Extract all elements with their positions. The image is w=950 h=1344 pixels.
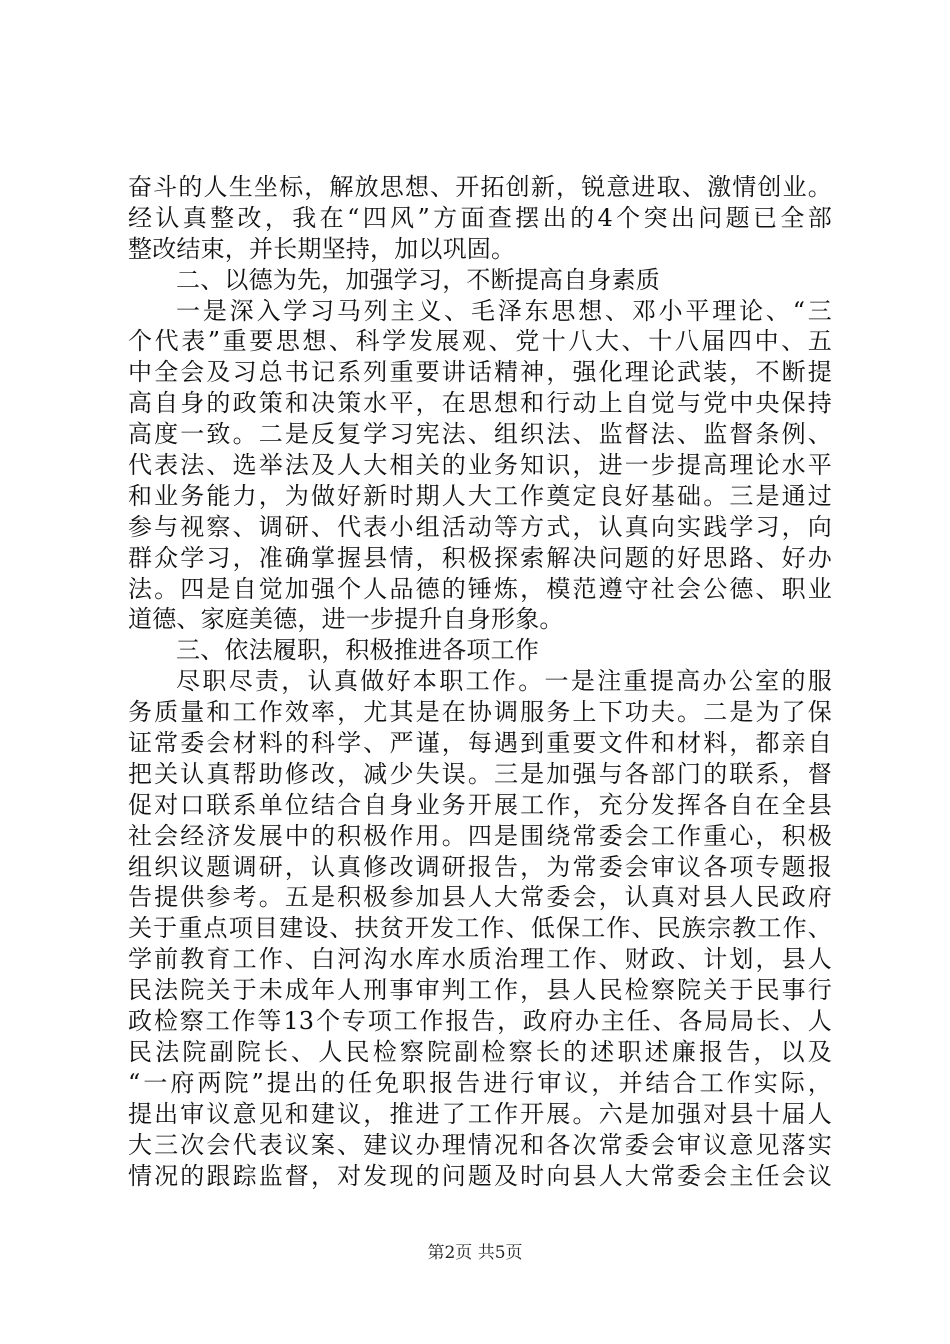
text-line: 促对口联系单位结合自身业务开展工作，充分发挥各自在全县 [128,790,832,819]
text-line: 提出审议意见和建议，推进了工作开展。六是加强对县十届人 [128,1099,832,1128]
text-line: 整改结束，并长期坚持，加以巩固。 [128,234,516,263]
text-line: 政检察工作等13个专项工作报告，政府办主任、各局局长、人 [128,1007,832,1036]
text-line: 高自身的政策和决策水平，在思想和行动上自觉与党中央保持 [128,389,832,418]
section-heading: 三、依法履职，积极推进各项工作 [176,636,539,665]
text-line: 证常委会材料的科学、严谨，每遇到重要文件和材料，都亲自 [128,729,832,758]
section-heading: 二、以德为先，加强学习，不断提高自身素质 [176,265,660,294]
text-line: 个代表”重要思想、科学发展观、党十八大、十八届四中、五 [128,327,832,356]
text-line: 奋斗的人生坐标，解放思想、开拓创新，锐意进取、激情创业。 [128,173,832,201]
text-line: 经认真整改，我在“四风”方面查摆出的4个突出问题已全部 [128,203,832,232]
text-line: 把关认真帮助修改，减少失误。三是加强与各部门的联系，督 [128,759,832,788]
text-line: 和业务能力，为做好新时期人大工作奠定良好基础。三是通过 [128,481,832,510]
text-line: 高度一致。二是反复学习宪法、组织法、监督法、监督条例、 [128,420,832,449]
text-line: “一府两院”提出的任免职报告进行审议，并结合工作实际， [128,1068,832,1097]
text-line: 社会经济发展中的积极作用。四是围绕常委会工作重心，积极 [128,821,832,850]
text-line: 道德、家庭美德，进一步提升自身形象。 [128,605,564,634]
text-line: 群众学习，准确掌握县情，积极探索解决问题的好思路、好办 [128,543,832,572]
text-line: 大三次会代表议案、建议办理情况和各次常委会审议意见落实 [128,1130,832,1159]
text-line: 中全会及习总书记系列重要讲话精神，强化理论武装，不断提 [128,358,832,387]
text-line: 一是深入学习马列主义、毛泽东思想、邓小平理论、“三 [176,296,832,325]
text-line: 法。四是自觉加强个人品德的锤炼，模范遵守社会公德、职业 [128,574,832,603]
text-line: 关于重点项目建设、扶贫开发工作、低保工作、民族宗教工作、 [128,914,832,943]
text-line: 组织议题调研，认真修改调研报告，为常委会审议各项专题报 [128,852,832,881]
text-line: 参与视察、调研、代表小组活动等方式，认真向实践学习，向 [128,512,832,541]
document-body [128,172,832,1191]
text-line: 代表法、选举法及人大相关的业务知识，进一步提高理论水平 [128,451,832,480]
text-line: 告提供参考。五是积极参加县人大常委会，认真对县人民政府 [128,883,832,912]
text-line: 务质量和工作效率，尤其是在协调服务上下功夫。二是为了保 [128,698,832,727]
text-line: 情况的跟踪监督，对发现的问题及时向县人大常委会主任会议 [128,1161,832,1190]
text-line: 民法院副院长、人民检察院副检察长的述职述廉报告，以及 [128,1037,832,1066]
text-line: 学前教育工作、白河沟水库水质治理工作、财政、计划，县人 [128,945,832,974]
page-number-footer: 第2页 共5页 [427,1243,523,1263]
text-line: 尽职尽责，认真做好本职工作。一是注重提高办公室的服 [176,667,832,696]
text-line: 民法院关于未成年人刑事审判工作，县人民检察院关于民事行 [128,976,832,1005]
